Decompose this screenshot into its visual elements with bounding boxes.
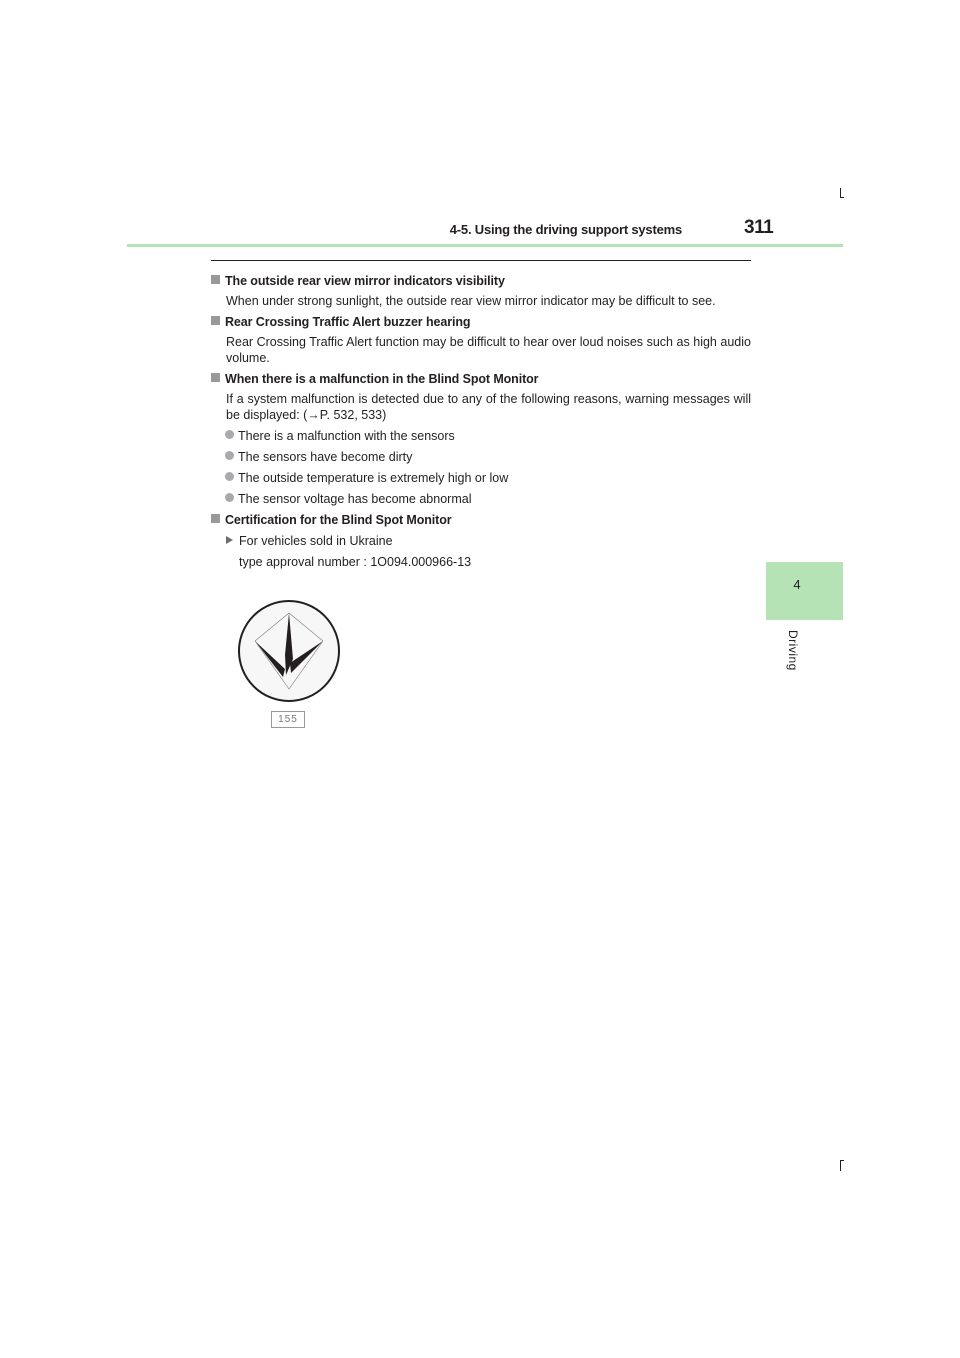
list-item-text: The sensors have become dirty [238,450,413,464]
list-item [225,449,751,465]
list-item-text: There is a malfunction with the sensors [238,429,455,443]
section-header-title: 4-5. Using the driving support systems [449,222,682,237]
heading-text: Rear Crossing Traffic Alert buzzer hearing [225,315,471,329]
square-bullet-icon [211,275,220,284]
heading-text: When there is a malfunction in the Blind Spot Monitor [225,372,539,386]
crop-mark-bottom-h [840,1160,844,1161]
header-divider [127,244,843,247]
list-item-text: The outside temperature is extremely high or low [238,471,509,485]
region-item [226,533,751,549]
list-item-text: The sensor voltage has become abnormal [238,492,472,506]
section-heading [211,273,751,289]
section-heading [211,371,751,387]
page-number: 311 [744,217,774,238]
list-item [225,470,751,486]
crop-mark-bottom [840,1160,841,1171]
page-content [211,268,751,570]
circle-bullet-icon [225,451,234,460]
heading-text: The outside rear view mirror indicators visibility [225,274,505,288]
section-heading [211,512,751,528]
section-paragraph: Rear Crossing Traffic Alert function may be difficult to hear over loud noises such as high audio volume. [226,335,751,365]
heading-text: Certification for the Blind Spot Monitor [225,513,452,527]
circle-bullet-icon [225,493,234,502]
content-divider [211,260,751,261]
ukraine-conformity-mark-icon [235,597,343,705]
approval-number: type approval number : 1O094.000966-13 [239,555,472,569]
section-paragraph: If a system malfunction is detected due to any of the following reasons, warning messages will be displayed: (→P. 532, 533) [226,392,751,422]
square-bullet-icon [211,514,220,523]
list-item [225,491,751,507]
crop-mark-top-h [840,197,844,198]
chapter-label: Driving [786,630,800,671]
region-item-text: For vehicles sold in Ukraine [239,534,393,548]
list-item [225,428,751,444]
circle-bullet-icon [225,472,234,481]
circle-bullet-icon [225,430,234,439]
logo-code-label: 155 [271,711,305,728]
triangle-arrow-icon [226,536,233,544]
chapter-number: 4 [793,577,801,592]
section-heading [211,314,751,330]
square-bullet-icon [211,316,220,325]
square-bullet-icon [211,373,220,382]
section-paragraph: When under strong sunlight, the outside rear view mirror indicator may be difficult to see. [226,294,716,308]
